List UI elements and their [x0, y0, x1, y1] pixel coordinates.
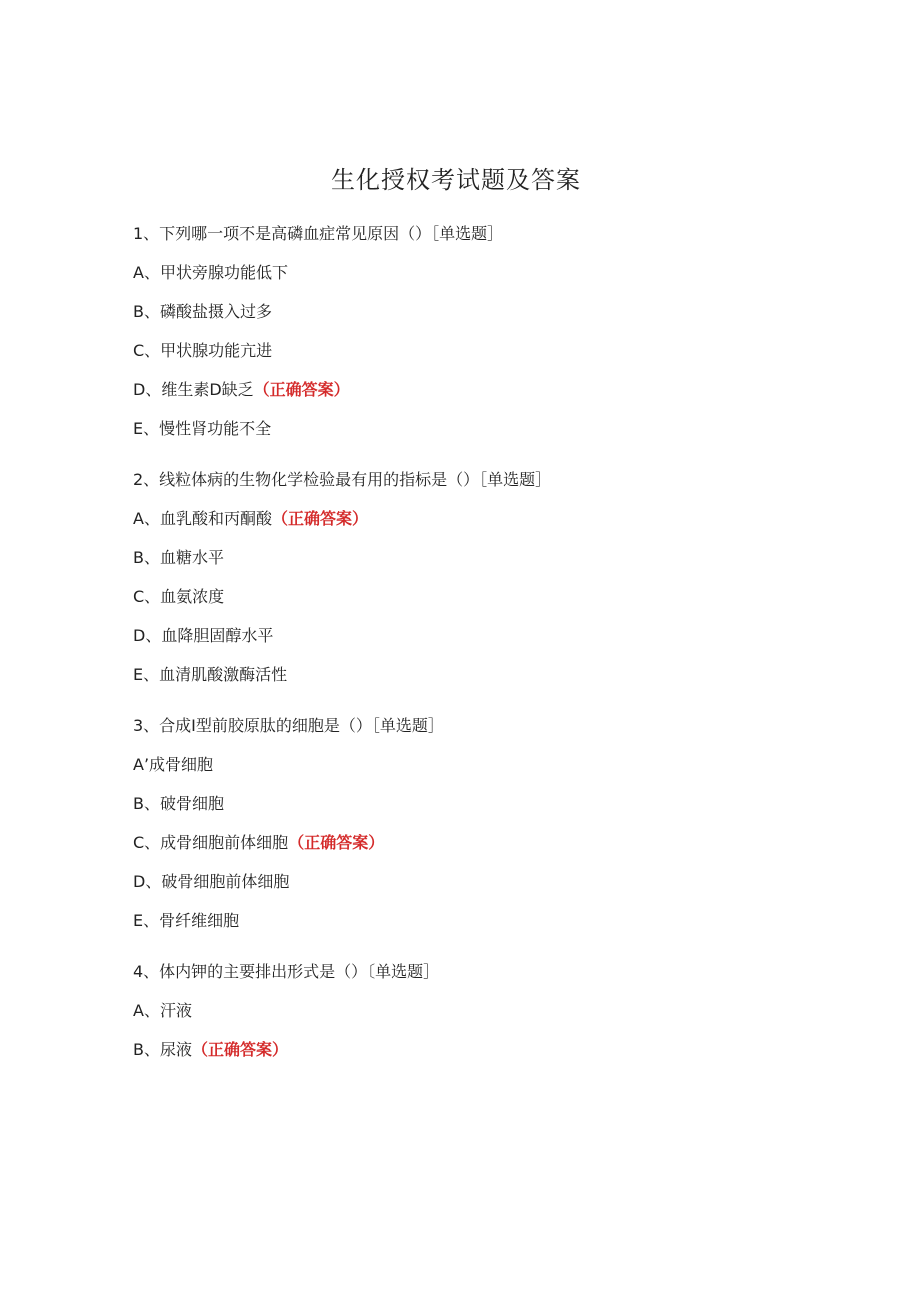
option-text: C、成骨细胞前体细胞 [133, 833, 289, 852]
option-text: C、血氨浓度 [133, 587, 225, 606]
option-d [133, 379, 853, 401]
option-text: B、磷酸盐摄入过多 [133, 302, 272, 321]
question-title: 2、线粒体病的生物化学检验最有用的指标是（）［单选题］ [133, 470, 552, 489]
option-a [133, 754, 853, 776]
question-list [133, 223, 853, 1089]
question-title: 3、合成I型前胶原肽的细胞是（）［单选题］ [133, 716, 444, 735]
correct-answer-mark: （正确答案） [253, 380, 350, 399]
document-title: 生化授权考试题及答案 [331, 166, 581, 194]
option-text: D、血降胆固醇水平 [133, 626, 274, 645]
question-4 [133, 961, 853, 1061]
option-text: E、血清肌酸激酶活性 [133, 665, 288, 684]
option-b [133, 547, 853, 569]
option-text: B、破骨细胞 [133, 794, 224, 813]
option-c [133, 340, 853, 362]
question-title: 4、体内钾的主要排出形式是（）〔单选题］ [133, 962, 440, 981]
option-text: A、汗液 [133, 1001, 192, 1020]
option-a [133, 262, 853, 284]
option-text: E、慢性肾功能不全 [133, 419, 272, 438]
question-3 [133, 715, 853, 932]
option-b [133, 1039, 853, 1061]
option-text: A、甲状旁腺功能低下 [133, 263, 288, 282]
option-d [133, 871, 853, 893]
option-text: A’成骨细胞 [133, 755, 214, 774]
option-e [133, 664, 853, 686]
option-a [133, 1000, 853, 1022]
correct-answer-mark: （正确答案） [191, 1040, 288, 1059]
option-e [133, 418, 853, 440]
option-text: B、尿液 [133, 1040, 192, 1059]
option-text: C、甲状腺功能亢进 [133, 341, 273, 360]
option-text: B、血糖水平 [133, 548, 224, 567]
option-e [133, 910, 853, 932]
option-text: E、骨纤维细胞 [133, 911, 240, 930]
option-text: D、破骨细胞前体细胞 [133, 872, 290, 891]
question-2 [133, 469, 853, 686]
correct-answer-mark: （正确答案） [288, 833, 385, 852]
option-c [133, 586, 853, 608]
option-c [133, 832, 853, 854]
correct-answer-mark: （正确答案） [271, 509, 368, 528]
option-b [133, 301, 853, 323]
option-text: D、维生素D缺乏 [133, 380, 254, 399]
question-1 [133, 223, 853, 440]
option-a [133, 508, 853, 530]
question-title: 1、下列哪一项不是高磷血症常见原因（）［单选题］ [133, 224, 504, 243]
option-text: A、血乳酸和丙酮酸 [133, 509, 272, 528]
option-b [133, 793, 853, 815]
option-d [133, 625, 853, 647]
